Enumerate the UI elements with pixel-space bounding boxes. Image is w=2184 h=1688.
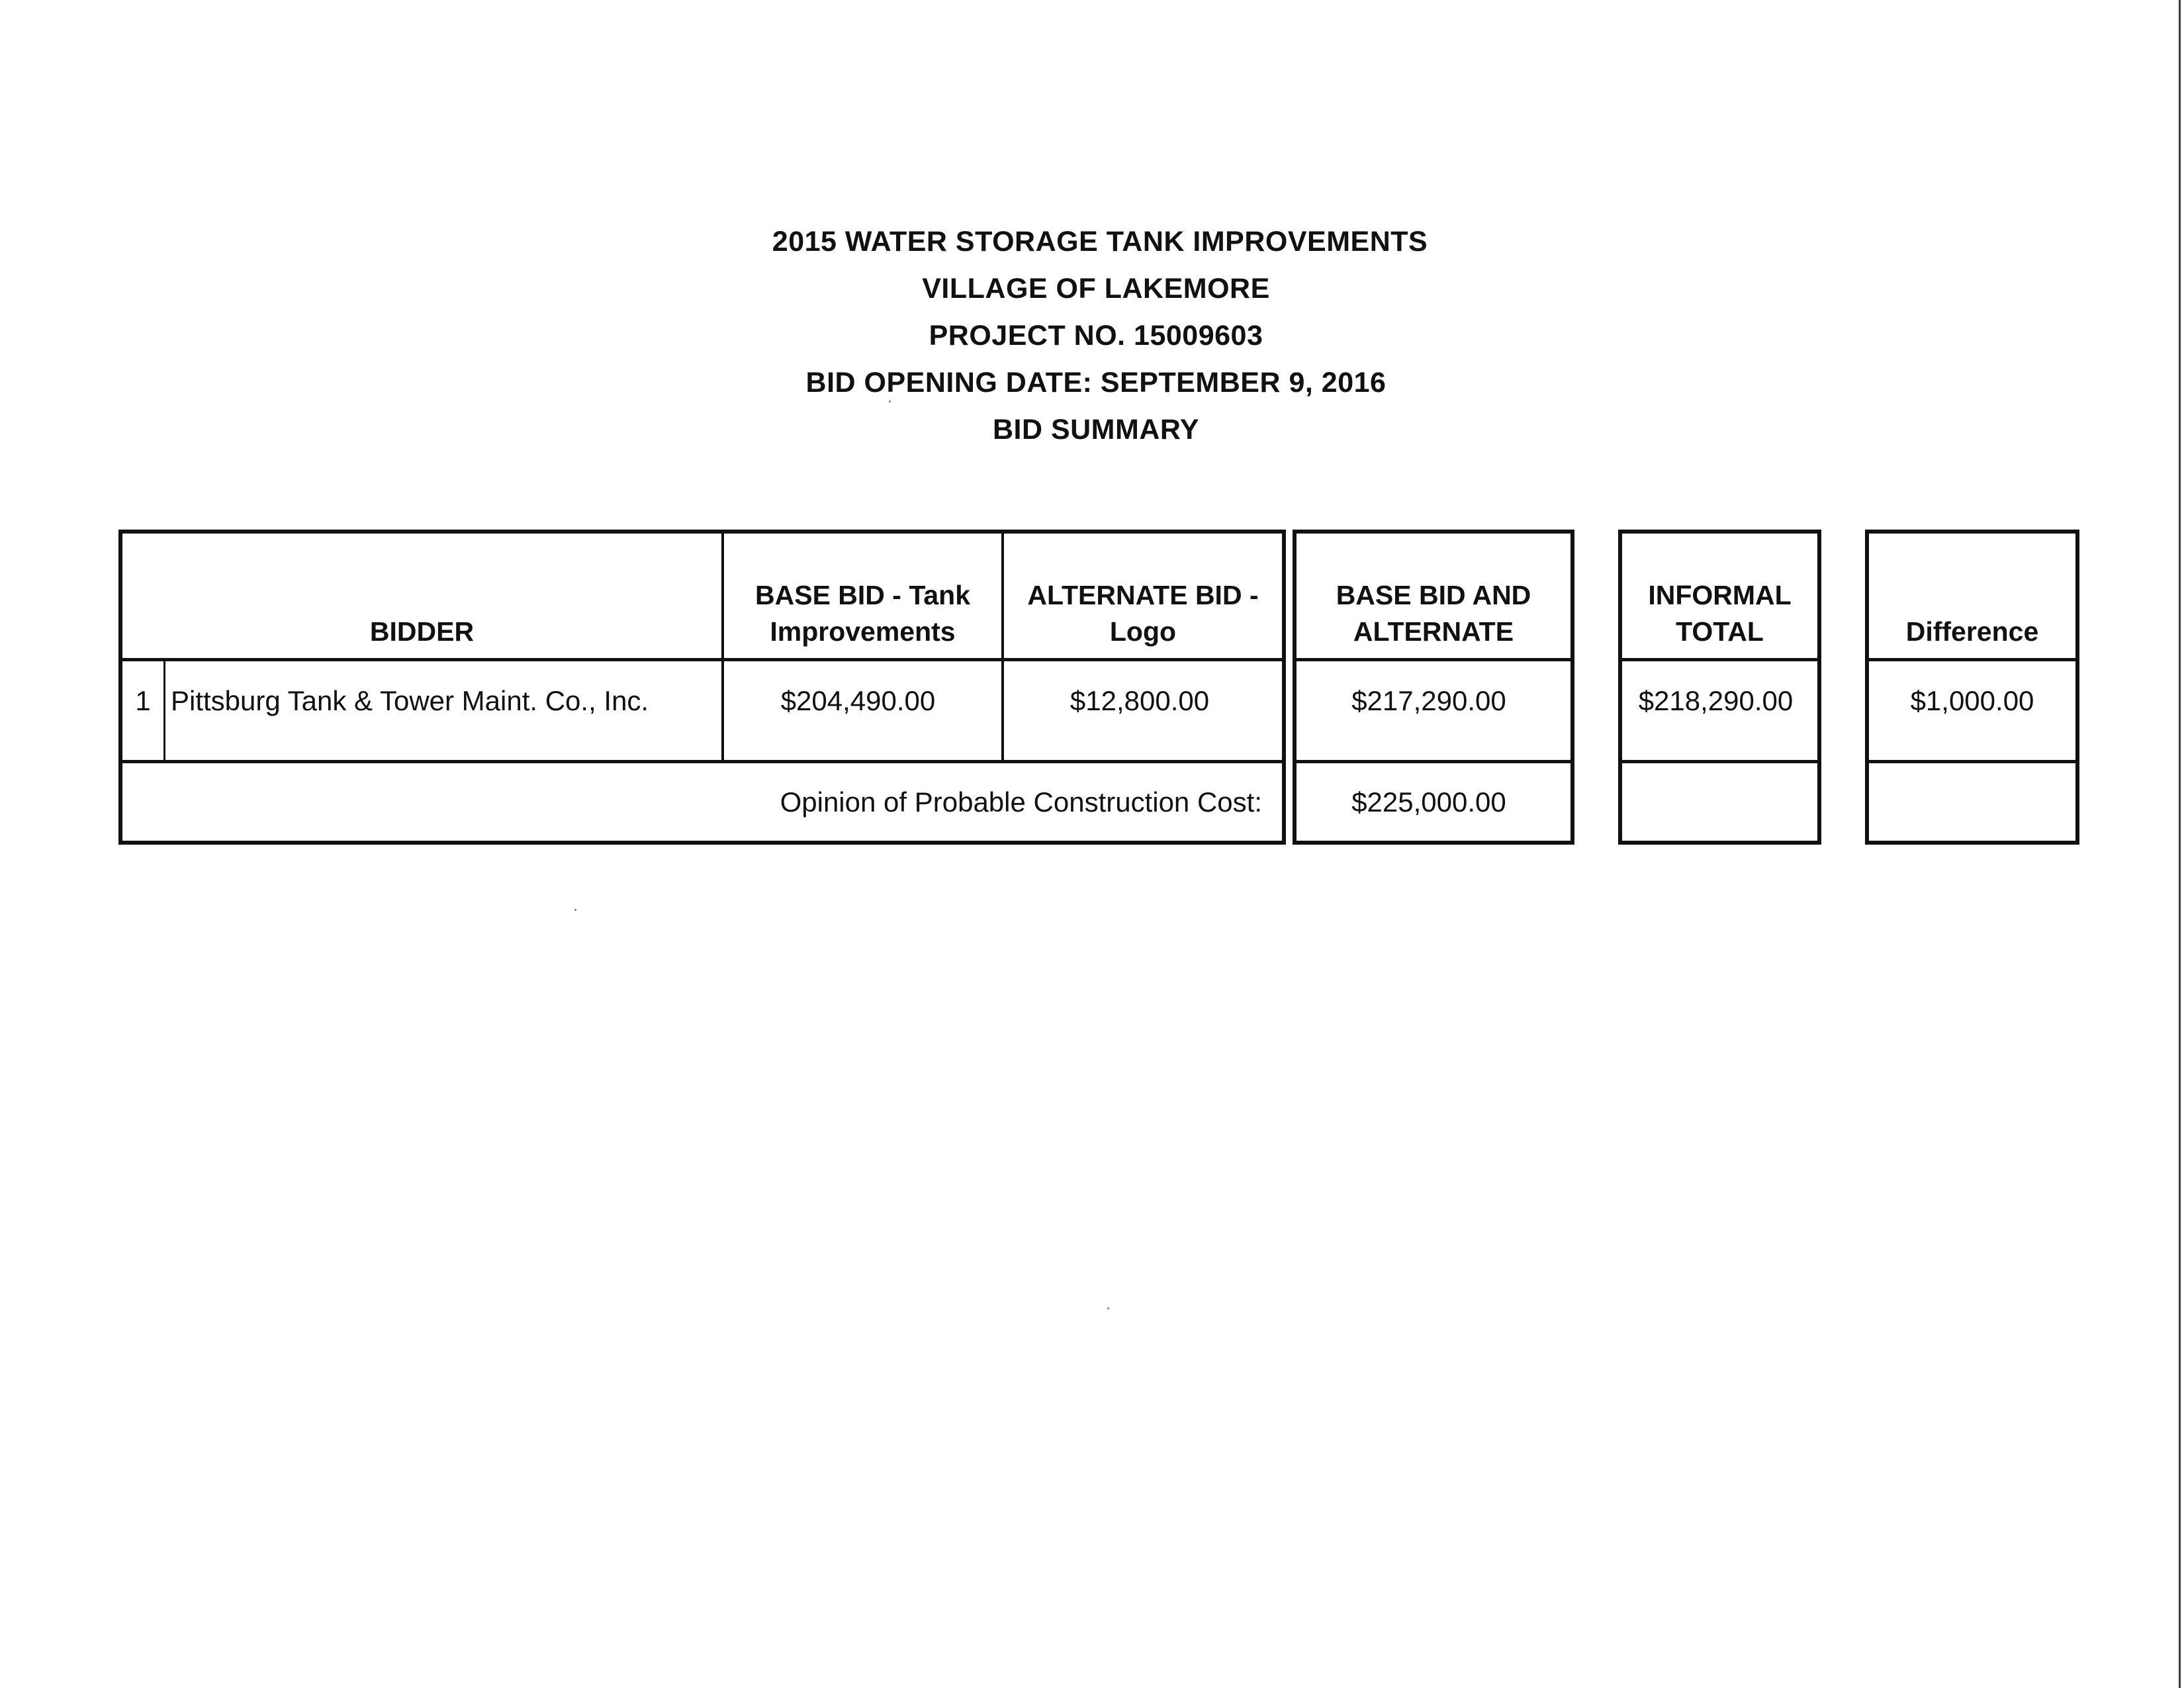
bidder-name-cell [165,661,721,760]
alternate-bid-cell [1004,661,1275,760]
bidder-header-text: BIDDER [369,616,475,647]
base-and-alternate-header [1297,534,1570,658]
project-title: 2015 WATER STORAGE TANK IMPROVEMENTS [772,226,1428,258]
alternate-bid-header [1004,534,1282,658]
base-and-alternate-value: $217,290.00 [1351,685,1506,716]
opinion-value: $225,000.00 [1351,786,1506,818]
document-header [0,218,2184,453]
difference-value: $1,000.00 [1910,685,2034,716]
base-and-alternate-header-line1: BASE BID AND [1336,580,1531,610]
difference-header [1869,534,2075,658]
alternate-bid-header-line1: ALTERNATE BID - [1027,580,1259,610]
informal-total-header-line2: TOTAL [1676,616,1764,647]
bidder-header [122,534,721,658]
difference-row-rule [1865,760,2079,763]
informal-total-row-rule [1618,760,1821,763]
alternate-bid-value: $12,800.00 [1069,685,1210,716]
owner-name: VILLAGE OF LAKEMORE [922,273,1270,305]
base-and-alternate-cell [1297,661,1561,760]
bid-opening-date: BID OPENING DATE: SEPTEMBER 9, 2016 [805,367,1387,399]
bidder-name: Pittsburg Tank & Tower Maint. Co., Inc. [171,685,649,716]
scan-speck [889,400,891,402]
base-bid-header [724,534,1001,658]
difference-cell [1869,661,2075,760]
base-bid-cell [724,661,992,760]
scan-speck [1107,1307,1109,1309]
row-number-text: 1 [135,685,151,716]
base-bid-header-line1: BASE BID - Tank [755,580,970,610]
base-and-alternate-header-line2: ALTERNATE [1353,616,1514,647]
opinion-value-cell [1297,763,1561,841]
opinion-label-cell [122,763,1282,841]
informal-total-header [1622,534,1817,658]
informal-total-header-line1: INFORMAL [1648,580,1792,610]
informal-total-value: $218,290.00 [1638,685,1794,716]
row-number [122,661,163,760]
opinion-label: Opinion of Probable Construction Cost: [780,786,1262,818]
document-subtitle: BID SUMMARY [992,414,1200,445]
base-bid-value: $204,490.00 [780,685,936,716]
base-bid-header-line2: Improvements [770,616,956,647]
informal-total-cell [1622,661,1809,760]
alternate-bid-header-line2: Logo [1109,616,1177,647]
difference-header-text: Difference [1905,616,2039,647]
scan-speck [574,909,576,911]
project-number: PROJECT NO. 15009603 [929,320,1263,352]
